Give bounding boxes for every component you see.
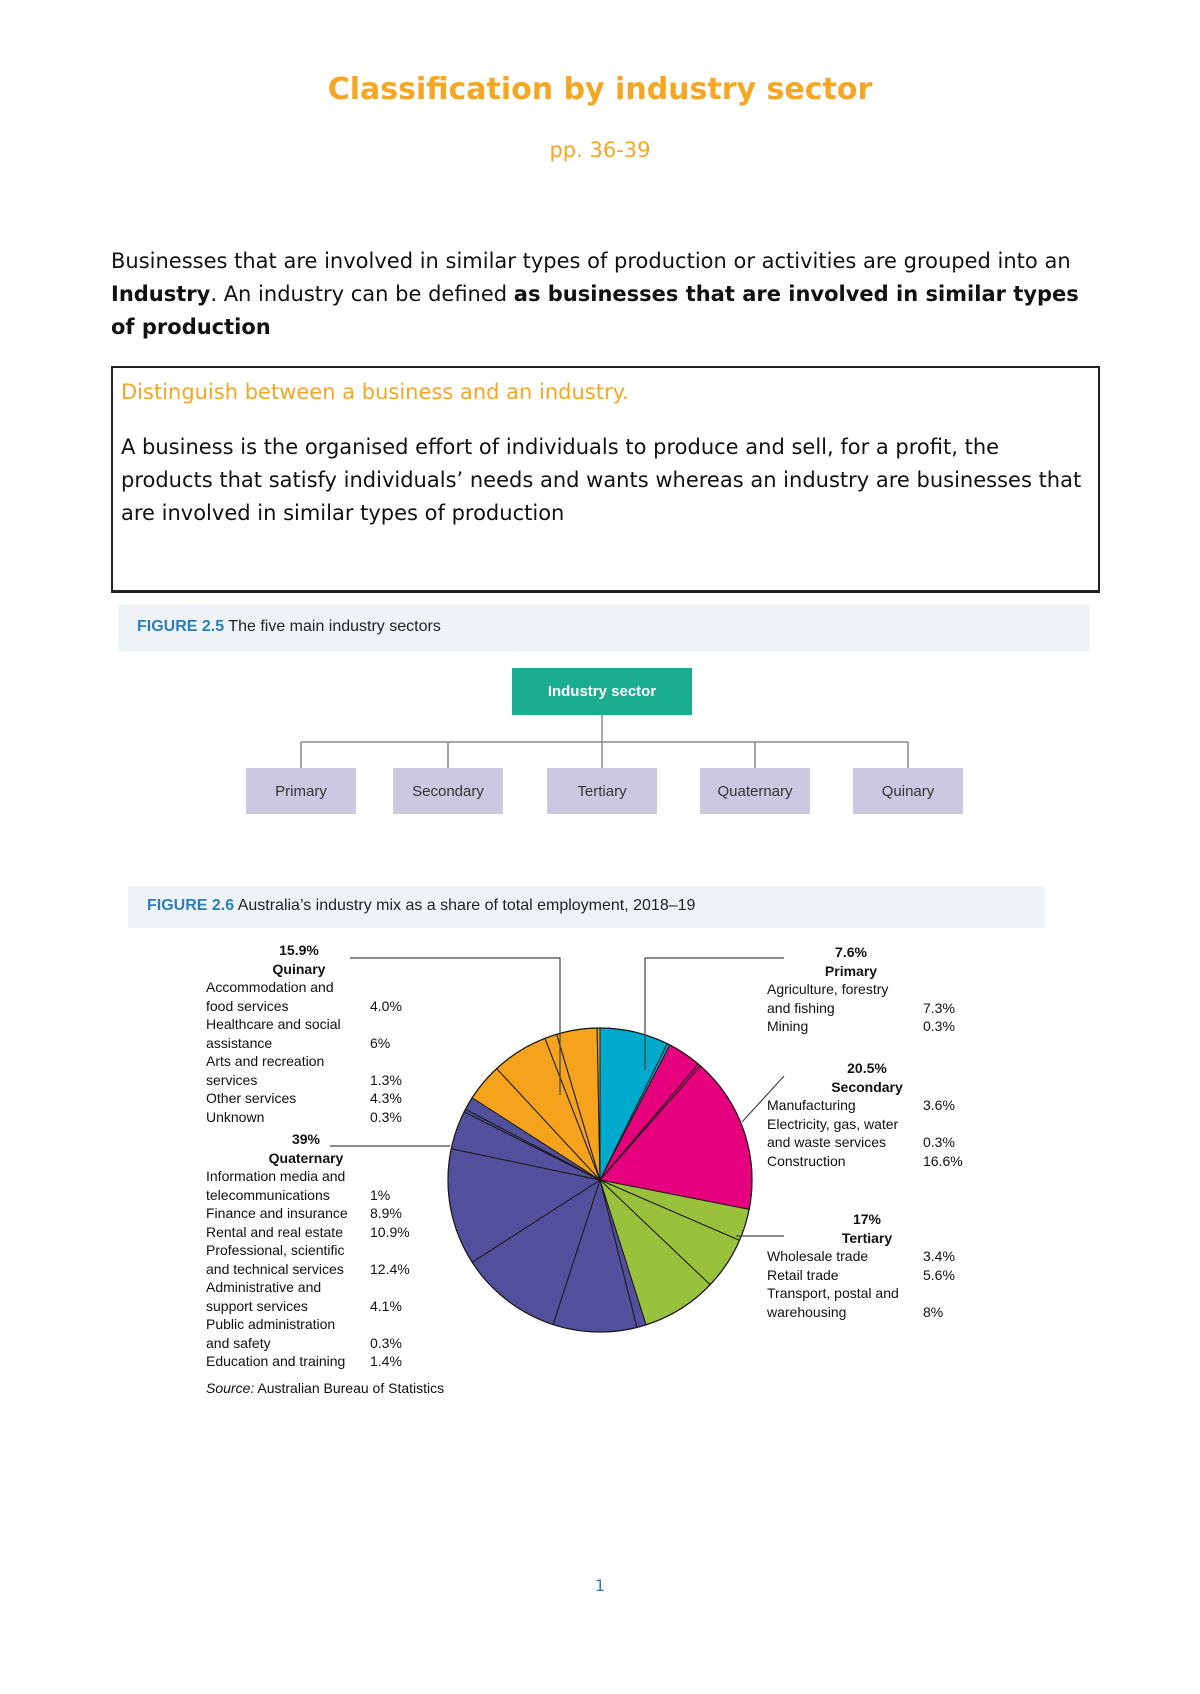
legend-row: Rental and real estate 10.9% [206,1223,410,1240]
legend-tertiary [767,1210,967,1321]
page-title: Classification by industry sector [327,72,873,107]
legend-row: Information media and [206,1168,346,1184]
legend-row: Arts and recreation [206,1053,325,1069]
legend-row: Agriculture, forestry [767,981,889,997]
org-node-quaternary: Quaternary [700,768,810,814]
answer-text: A business is the organised effort of individuals to produce and sell, for a profit, the products that satisfy individuals’ needs and wants whereas an industry are businesses that are involved in similar types of production [121,435,1082,525]
legend-primary-total: 7.6% [835,944,867,960]
legend-row: Retail trade 5.6% [767,1266,955,1283]
org-node-secondary: Secondary [393,768,503,814]
legend-row: Other services 4.3% [206,1090,402,1106]
org-node-tertiary: Tertiary [547,768,657,814]
industry-term: Industry [111,282,211,306]
legend-quaternary-name: Quaternary [268,1149,344,1166]
legend-quinary-name: Quinary [272,960,326,977]
legend-row: and waste services 0.3% [767,1134,955,1150]
legend-tertiary-name: Tertiary [841,1229,893,1246]
legend-row: telecommunications 1% [206,1186,391,1203]
org-root-industry-sector: Industry sector [512,668,692,715]
legend-primary-name: Primary [824,962,878,979]
page-number: 1 [594,1576,606,1595]
legend-row: Finance and insurance 8.9% [206,1205,402,1221]
legend-row: and technical services 12.4% [206,1260,410,1277]
org-node-quinary: Quinary [853,768,963,814]
legend-quaternary-total: 39% [291,1131,321,1147]
legend-row: support services 4.1% [206,1297,402,1314]
figure-2-6-title: Australia’s industry mix as a share of total employment, 2018–19 [234,897,696,914]
legend-row: Manufacturing 3.6% [767,1097,955,1113]
legend-row: and fishing 7.3% [767,999,955,1016]
figure-2-5-title: The five main industry sectors [224,618,441,635]
org-node-primary: Primary [246,768,356,814]
legend-primary [767,943,967,1036]
legend-row: Public administration [206,1316,336,1332]
legend-row: Electricity, gas, water [767,1115,899,1132]
legend-row: Accommodation and [206,979,334,995]
legend-quinary [206,941,406,1126]
legend-row: Administrative and [206,1279,322,1295]
legend-secondary-name: Secondary [831,1078,903,1095]
legend-row: Wholesale trade 3.4% [767,1248,955,1264]
source-label: Source: [206,1380,255,1396]
intro-text-1: Businesses that are involved in similar types of production or activities are grouped into an [111,249,1071,273]
question-text: Distinguish between a business and an industry. [121,380,629,404]
intro-text-2: . An industry can be defined [210,282,514,306]
industry-definition: as businesses that are involved in similar types of production [111,282,1079,339]
legend-row: warehousing 8% [767,1303,944,1320]
legend-row: Professional, scientific [206,1242,345,1258]
legend-row: and safety 0.3% [206,1334,402,1351]
legend-row: food services 4.0% [206,997,402,1014]
legend-row: Unknown 0.3% [206,1108,402,1125]
legend-secondary-total: 20.5% [847,1060,887,1076]
page-reference: pp. 36-39 [549,138,651,162]
legend-row: services 1.3% [206,1071,402,1088]
figure-2-5-number: FIGURE 2.5 [137,618,225,635]
legend-row: Transport, postal and [767,1285,899,1301]
legend-row: Mining 0.3% [767,1018,955,1034]
legend-row: Healthcare and social [206,1016,341,1032]
legend-secondary [767,1059,967,1170]
figure-2-6-number: FIGURE 2.6 [147,897,235,914]
legend-quinary-total: 15.9% [279,942,319,958]
legend-quaternary [206,1130,426,1371]
legend-row: assistance 6% [206,1034,391,1051]
legend-row: Construction 16.6% [767,1152,963,1169]
legend-row: Education and training 1.4% [206,1353,402,1369]
source-text: Australian Bureau of Statistics [254,1380,445,1396]
legend-tertiary-total: 17% [852,1211,882,1227]
figure-source [206,1380,444,1396]
